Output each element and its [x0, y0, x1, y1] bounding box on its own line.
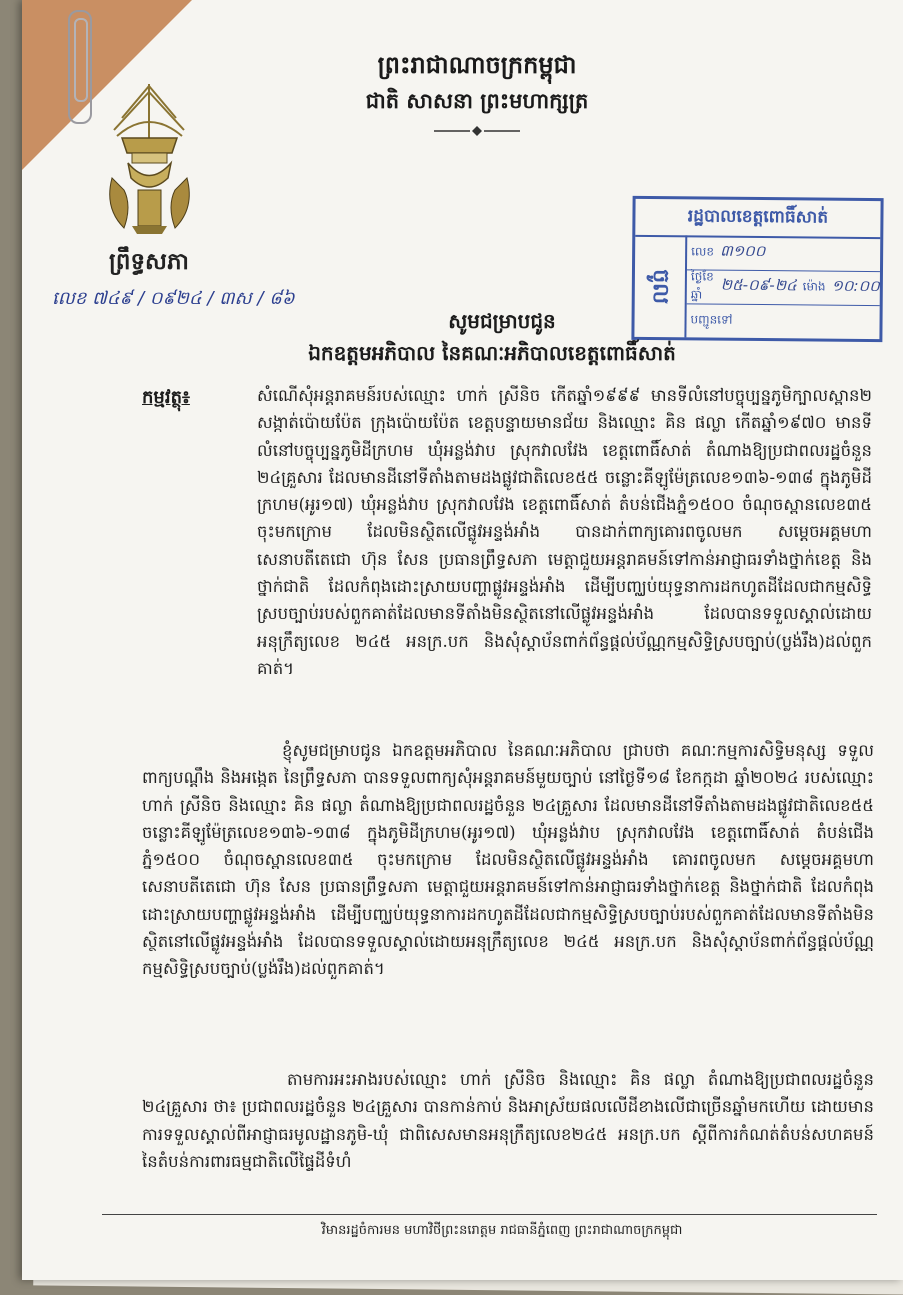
stamp-number-value: ៣១០០: [719, 241, 766, 261]
stamp-forward-label: បញ្ជូនទៅ: [690, 312, 733, 327]
paper-clip-inner: [74, 18, 88, 102]
stamp-date-value: ២៥-០៩-២៤: [720, 275, 797, 295]
stamp-date-label: ថ្ងៃខែឆ្នាំ: [690, 269, 714, 302]
stamp-number-label: លេខ: [691, 244, 715, 259]
footer-divider: [102, 1214, 877, 1215]
recipient: ឯកឧត្តមអភិបាល នៃគណៈអភិបាលខេត្តពោធិ៍សាត់: [308, 341, 676, 365]
footer-address: វិមានរដ្ឋចំការមន មហាវិថីព្រះនរោត្តម រាជធានីភ្នំពេញ ព្រះរាជាណាចក្រកម្ពុជា: [321, 1223, 683, 1238]
stamp-number-row: [687, 235, 880, 272]
stamp-side-label: ចូល: [634, 235, 687, 337]
stamp-forward-row: [686, 303, 879, 339]
letter-page: [22, 0, 903, 1280]
stamp-title: រដ្ឋបាលខេត្តពោធិ៍សាត់: [635, 199, 880, 239]
national-motto: ជាតិ សាសនា ព្រះមហាក្សត្រ: [365, 88, 589, 113]
stamp-time-value: ១០:០០: [831, 276, 880, 296]
folded-corner: [22, 0, 192, 170]
body-paragraph-2: តាមការអះអាងរបស់ឈ្មោះ ហាក់ ស្រីនិច និងឈ្មោះ គិន ផល្លា តំណាងឱ្យប្រជាពលរដ្ឋចំនួន ២៤គ្រួសារ ថា៖ ប្រជាពលរដ្ឋចំនួន ២៤គ្រួសារ បានកាន់កាប់ និងអាស្រ័យផលលើដីខាងលើជាច្រើនឆ្នាំមកហើយ ដោយមានការទទួលស្គាល់ពីអាជ្ញាធរមូលដ្ឋានភូមិ-ឃុំ ជាពិសេសមានអនុក្រឹត្យលេខ២៤៥ អនក្រ.បក ស្តីពីការកំណត់តំបន់សហគមន៍ នៃតំបន់ការពារធម្មជាតិលើផ្ទៃដីទំហំ: [142, 1070, 874, 1171]
reference-number: លេខ ៧៤៩ / ០៩២៤ / ៣ស / ៨៦: [52, 288, 295, 309]
organization-name: ព្រឹទ្ធសភា: [109, 248, 189, 275]
subject-body: សំណើសុំអន្តរាគមន៍របស់ឈ្មោះ ហាក់ ស្រីនិច កើតឆ្នាំ១៩៩៩ មានទីលំនៅបច្ចុប្បន្នភូមិក្បាលស្ពាន២ សង្កាត់ប៉ោយប៉ែត ក្រុងប៉ោយប៉ែត ខេត្តបន្ទាយមានជ័យ និងឈ្មោះ គិន ផល្លា កើតឆ្នាំ១៩៧០ មានទីលំនៅបច្ចុប្បន្នភូមិដីក្រហម ឃុំអន្លង់វាប ស្រុកវាលវែង ខេត្តពោធិ៍សាត់ តំណាងឱ្យប្រជាពលរដ្ឋចំនួន ២៤គ្រួសារ ដែលមានដីនៅទីតាំងតាមដងផ្លូវជាតិលេខ៥៥ ចន្លោះគីឡូម៉ែត្រលេខ១៣៦-១៣៨ ក្នុងភូមិដីក្រហម(អូរ១៧) ឃុំអន្លង់វាប ស្រុកវាលវែង ខេត្តពោធិ៍សាត់ តំបន់ជើងភ្នំ១៥០០ ចំណុចស្ពានលេខ៣៥ ចុះមកក្រោម ដែលមិនស្ថិតលើផ្លូវអន្ទង់អាំង បានដាក់ពាក្យគោរពចូលមក សម្តេចអគ្គមហាសេនាបតីតេជោ ហ៊ុន សែន ប្រធានព្រឹទ្ធសភា មេត្តាជួយអន្តរាគមន៍ទៅកាន់អាជ្ញាធរទាំងថ្នាក់ខេត្ត និងថ្នាក់ជាតិ ដែលកំពុងដោះស្រាយបញ្ហាផ្លូវអន្ទង់អាំង ដើម្បីបញ្ឈប់យុទ្ធនាការដកហូតដីដែលជាកម្មសិទ្ធិស្របច្បាប់របស់ពួកគាត់ដែលមានទីតាំងមិនស្ថិតនៅលើផ្លូវអន្ទង់អាំង ដែលបានទទួលស្គាល់ដោយអនុក្រឹត្យលេខ ២៤៥ អនក្រ.បក និងសុំស្តាប័នពាក់ព័ន្ធផ្តល់ប័ណ្ណកម្មសិទ្ធិស្របច្បាប់(ប្លង់រឹង)ដល់ពួកគាត់។: [257, 386, 872, 678]
ornament-divider-icon: [432, 124, 522, 138]
stamp-time-label: ម៉ោង: [802, 279, 826, 294]
kingdom-title: ព្រះរាជាណាចក្រកម្ពុជា: [377, 50, 577, 79]
subject-label: កម្មវត្ថុ៖: [142, 387, 190, 408]
stamp-date-row: [687, 269, 880, 306]
salutation: សូមជម្រាបជូន: [448, 309, 556, 333]
received-stamp: [631, 196, 883, 342]
body-paragraph-1: ខ្ញុំសូមជម្រាបជូន ឯកឧត្តមអភិបាល នៃគណៈអភិបាល ជ្រាបថា គណៈកម្មការសិទ្ធិមនុស្ស ទទួលពាក្យបណ្តឹង និងអង្កេត នៃព្រឹទ្ធសភា បានទទួលពាក្យសុំអន្តរាគមន៍មួយច្បាប់ នៅថ្ងៃទី១៨ ខែកក្កដា ឆ្នាំ២០២៤ របស់ឈ្មោះ ហាក់ ស្រីនិច និងឈ្មោះ គិន ផល្លា តំណាងឱ្យប្រជាពលរដ្ឋចំនួន ២៤គ្រួសារ ដែលមានដីនៅទីតាំងតាមដងផ្លូវជាតិលេខ៥៥ ចន្លោះគីឡូម៉ែត្រលេខ១៣៦-១៣៨ ក្នុងភូមិដីក្រហម(អូរ១៧) ឃុំអន្លង់វាប ស្រុកវាលវែង ខេត្តពោធិ៍សាត់ តំបន់ជើងភ្នំ១៥០០ ចំណុចស្ពានលេខ៣៥ ចុះមកក្រោម ដែលមិនស្ថិតលើផ្លូវអន្ទង់អាំង គោរពចូលមក សម្តេចអគ្គមហាសេនាបតីតេជោ ហ៊ុន សែន ប្រធានព្រឹទ្ធសភា មេត្តាជួយអន្តរាគមន៍ទៅកាន់អាជ្ញាធរទាំងថ្នាក់ខេត្ត និងថ្នាក់ជាតិ ដែលកំពុងដោះស្រាយបញ្ហាផ្លូវអន្ទង់អាំង ដើម្បីបញ្ឈប់យុទ្ធនាការដកហូតដីដែលជាកម្មសិទ្ធិស្របច្បាប់របស់ពួកគាត់ដែលមានទីតាំងមិនស្ថិតនៅលើផ្លូវអន្ទង់អាំង ដែលបានទទួលស្គាល់ដោយអនុក្រឹត្យលេខ ២៤៥ អនក្រ.បក និងសុំស្តាប័នពាក់ព័ន្ធផ្តល់ប័ណ្ណកម្មសិទ្ធិស្របច្បាប់(ប្លង់រឹង)ដល់ពួកគាត់។: [142, 741, 874, 979]
